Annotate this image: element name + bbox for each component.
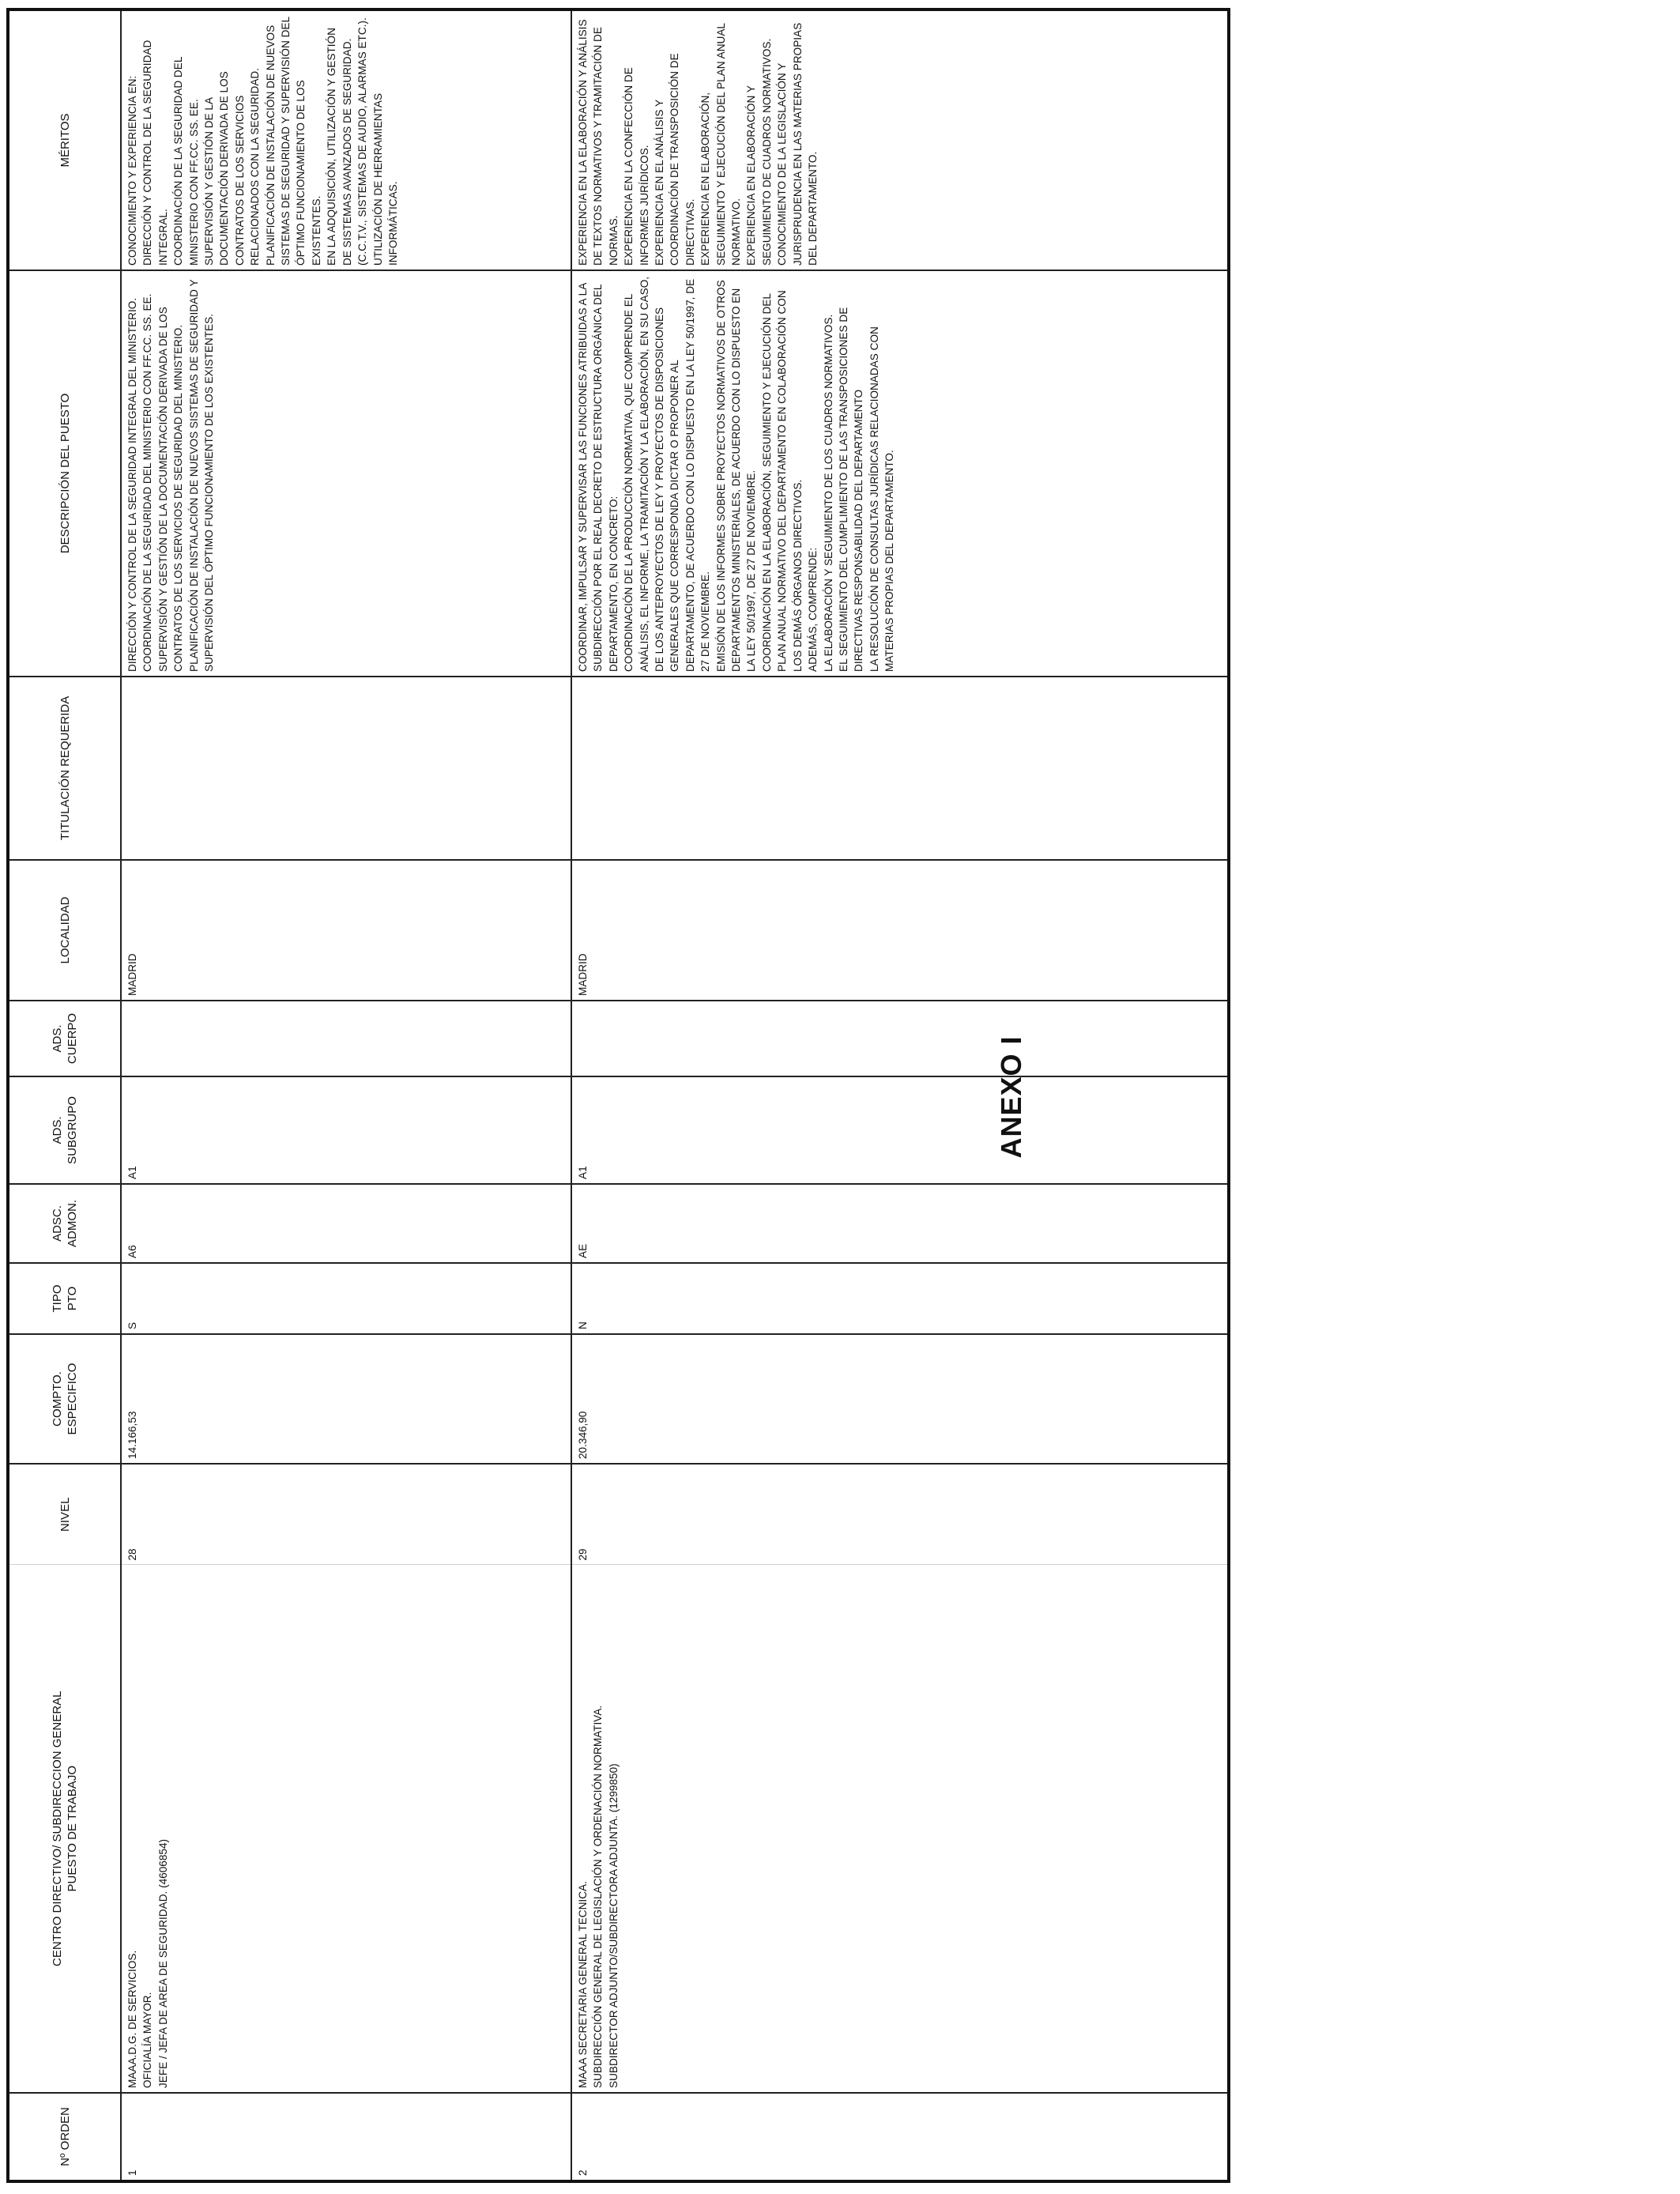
- cell-centro: MAAA SECRETARIA GENERAL TECNICA. SUBDIRECCIÓN GENERAL DE LEGISLACIÓN Y ORDENACIÓN NORMATIVA. SUBDIRECTOR ADJUNTO/SUBDIRECTORA ADJUNTA. (1299850): [571, 1565, 1229, 2093]
- header-titulacion: TITULACIÓN REQUERIDA: [8, 677, 121, 860]
- header-row: [8, 9, 121, 2181]
- cell-meritos: CONOCIMIENTO Y EXPERIENCIA EN: DIRECCIÓN Y CONTROL DE LA SEGURIDAD INTEGRAL. COORDINACIÓN DE LA SEGURIDAD DEL MINISTERIO CON FF.CC. SS. EE. SUPERVISIÓN Y GESTIÓN DE LA DOCUMENTACIÓN DERIVADA DE LOS CONTRATOS DE LOS SERVICIOS RELACIONADOS CON LA SEGURIDAD. PLANIFICACIÓN DE INSTALACIÓN DE NUEVOS SISTEMAS DE SEGURIDAD Y SUPERVISIÓN DEL ÓPTIMO FUNCIONAMIENTO DE LOS EXISTENTES. EN LA ADQUISICIÓN, UTILIZACIÓN Y GESTIÓN DE SISTEMAS AVANZADOS DE SEGURIDAD. (C.C.T.V., SISTEMAS DE AUDIO, ALARMAS ETC.). UTILIZACIÓN DE HERRAMIENTAS INFORMÁTICAS.: [121, 9, 571, 270]
- header-centro: CENTRO DIRECTIVO/ SUBDIRECCION GENERAL PUESTO DE TRABAJO: [8, 1565, 121, 2093]
- cell-ads-cuerpo: [571, 1001, 1229, 1076]
- cell-descripcion: COORDINAR, IMPULSAR Y SUPERVISAR LAS FUNCIONES ATRIBUIDAS A LA SUBDIRECCIÓN POR EL REAL DECRETO DE ESTRUCTURA ORGÁNICA DEL DEPARTAMENTO, EN CONCRETO: COORDINACIÓN DE LA PRODUCCIÓN NORMATIVA, QUE COMPRENDE EL ANÁLISIS, EL INFORME, LA TRAMITACIÓN Y LA ELABORACIÓN, EN SU CASO, DE LOS ANTEPROYECTOS DE LEY Y PROYECTOS DE DISPOSICIONES GENERALES QUE CORRESPONDA DICTAR O PROPONER AL DEPARTAMENTO, DE ACUERDO CON LO DISPUESTO EN LA LEY 50/1997, DE 27 DE NOVIEMBRE. EMISIÓN DE LOS INFORMES SOBRE PROYECTOS NORMATIVOS DE OTROS DEPARTAMENTOS MINISTERIALES, DE ACUERDO CON LO DISPUESTO EN LA LEY 50/1997, DE 27 DE NOVIEMBRE. COORDINACIÓN EN LA ELABORACIÓN, SEGUIMIENTO Y EJECUCIÓN DEL PLAN ANUAL NORMATIVO DEL DEPARTAMENTO EN COLABORACIÓN CON LOS DEMÁS ÓRGANOS DIRECTIVOS. ADEMÁS, COMPRENDE: LA ELABORACIÓN Y SEGUIMIENTO DE LOS CUADROS NORMATIVOS. EL SEGUIMIENTO DEL CUMPLIMIENTO DE LAS TRANSPOSICIONES DE DIRECTIVAS RESPONSABILIDAD DEL DEPARTAMENTO LA RESOLUCIÓN DE CONSULTAS JURÍDICAS RELACIONADAS CON MATERIAS PROPIAS DEL DEPARTAMENTO.: [571, 270, 1229, 677]
- cell-compto: 20.346,90: [571, 1334, 1229, 1464]
- header-descripcion: DESCRIPCIÓN DEL PUESTO: [8, 270, 121, 677]
- cell-adsc-admon: AE: [571, 1184, 1229, 1263]
- cell-titulacion: [571, 677, 1229, 860]
- header-ads-subgrupo: ADS. SUBGRUPO: [8, 1076, 121, 1184]
- header-tipo: TIPO PTO: [8, 1263, 121, 1334]
- header-meritos: MÉRITOS: [8, 9, 121, 270]
- header-localidad: LOCALIDAD: [8, 860, 121, 1001]
- cell-compto: 14.166,53: [121, 1334, 571, 1464]
- header-nivel: NIVEL: [8, 1464, 121, 1565]
- cell-orden: 1: [121, 2093, 571, 2181]
- cell-meritos: EXPERIENCIA EN LA ELABORACIÓN Y ANÁLISIS DE TEXTOS NORMATIVOS Y TRAMITACIÓN DE NORMAS. EXPERIENCIA EN LA CONFECCIÓN DE INFORMES JURÍDICOS. EXPERIENCIA EN EL ANÁLISIS Y COORDINACIÓN DE TRANSPOSICIÓN DE DIRECTIVAS. EXPERIENCIA EN ELABORACIÓN, SEGUIMIENTO Y EJECUCIÓN DEL PLAN ANUAL NORMATIVO. EXPERIENCIA EN ELABORACIÓN Y SEGUIMIENTO DE CUADROS NORMATIVOS. CONOCIMIENTO DE LA LEGISLACIÓN Y JURISPRUDENCIA EN LAS MATERIAS PROPIAS DEL DEPARTAMENTO.: [571, 9, 1229, 270]
- cell-nivel: 29: [571, 1464, 1229, 1565]
- cell-titulacion: [121, 677, 571, 860]
- header-adsc-admon: ADSC. ADMON.: [8, 1184, 121, 1263]
- header-ads-cuerpo: ADS. CUERPO: [8, 1001, 121, 1076]
- cell-ads-subgrupo: A1: [121, 1076, 571, 1184]
- table-row: [121, 9, 571, 2181]
- table-row: [571, 9, 1229, 2181]
- cell-nivel: 28: [121, 1464, 571, 1565]
- cell-tipo: N: [571, 1263, 1229, 1334]
- cell-centro: MAAA.D.G. DE SERVICIOS. OFICIALÍA MAYOR. JEFE / JEFA DE AREA DE SEGURIDAD. (4606854): [121, 1565, 571, 2093]
- cell-localidad: MADRID: [571, 860, 1229, 1001]
- header-compto: COMPTO. ESPECIFICO: [8, 1334, 121, 1464]
- cell-adsc-admon: A6: [121, 1184, 571, 1263]
- cell-tipo: S: [121, 1263, 571, 1334]
- header-orden: Nº ORDEN: [8, 2093, 121, 2181]
- cell-ads-cuerpo: [121, 1001, 571, 1076]
- document-title: ANEXO I: [995, 1035, 1027, 1159]
- cell-localidad: MADRID: [121, 860, 571, 1001]
- puestos-table: [6, 8, 1230, 2183]
- cell-ads-subgrupo: A1: [571, 1076, 1229, 1184]
- cell-descripcion: DIRECCIÓN Y CONTROL DE LA SEGURIDAD INTEGRAL DEL MINISTERIO. COORDINACIÓN DE LA SEGURIDAD DEL MINISTERIO CON FF.CC. SS. EE. SUPERVISIÓN Y GESTIÓN DE LA DOCUMENTACIÓN DERIVADA DE LOS CONTRATOS DE LOS SERVICIOS DE SEGURIDAD DEL MINISTERIO. PLANIFICACIÓN DE INSTALACIÓN DE NUEVOS SISTEMAS DE SEGURIDAD Y SUPERVISIÓN DEL ÓPTIMO FUNCIONAMIENTO DE LOS EXISTENTES.: [121, 270, 571, 677]
- cell-orden: 2: [571, 2093, 1229, 2181]
